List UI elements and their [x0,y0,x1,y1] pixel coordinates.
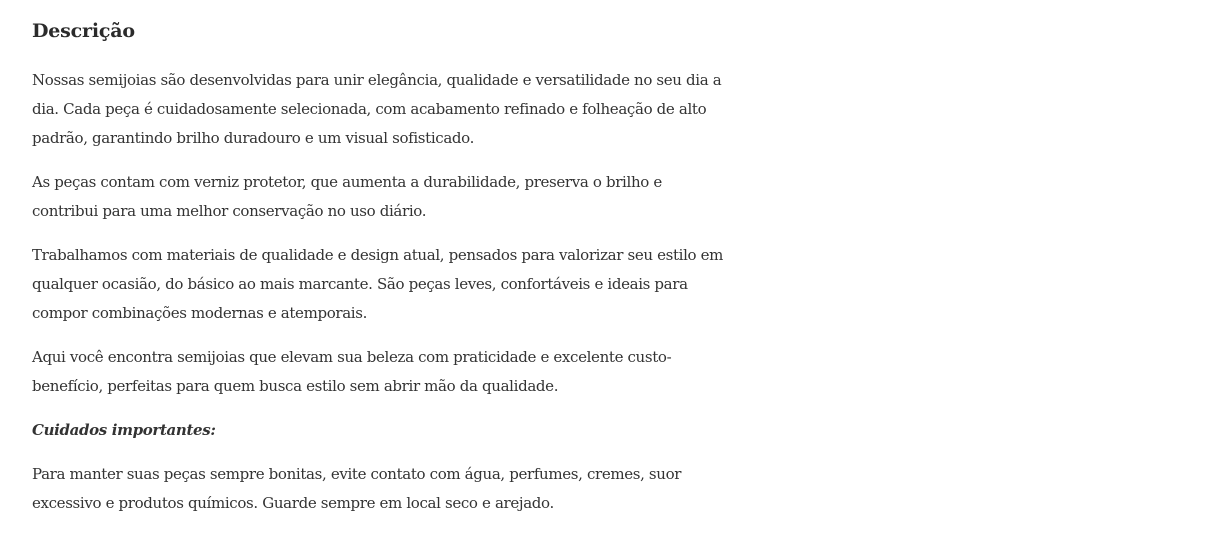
care-instructions-heading: Cuidados importantes: [32,421,216,439]
care-instructions-text: Para manter suas peças sempre bonitas, evite contato com água, perfumes, cremes, suor excessivo e produtos químicos. Guarde sempre em local seco e arejado. [32,465,682,512]
description-paragraph-intro: Nossas semijoias são desenvolvidas para unir elegância, qualidade e versatilidade no seu dia a dia. Cada peça é cuidadosamente selecionada, com acabamento refinado e folheação de alto padrão, garantindo brilho duradouro e um visual sofisticado. [32,71,722,147]
description-paragraph-value: Aqui você encontra semijoias que elevam sua beleza com praticidade e excelente custo-benefício, perfeitas para quem busca estilo sem abrir mão da qualidade. [32,348,672,395]
description-paragraph-materials: Trabalhamos com materiais de qualidade e design atual, pensados para valorizar seu estilo em qualquer ocasião, do básico ao mais marcante. São peças leves, confortáveis e ideais para compor combinações modernas e atemporais. [32,246,724,322]
description-title: Descrição [32,20,135,42]
description-paragraph-varnish: As peças contam com verniz protetor, que aumenta a durabilidade, preserva o brilho e contribui para uma melhor conservação no uso diário. [32,173,662,220]
product-description-section [32,14,732,533]
